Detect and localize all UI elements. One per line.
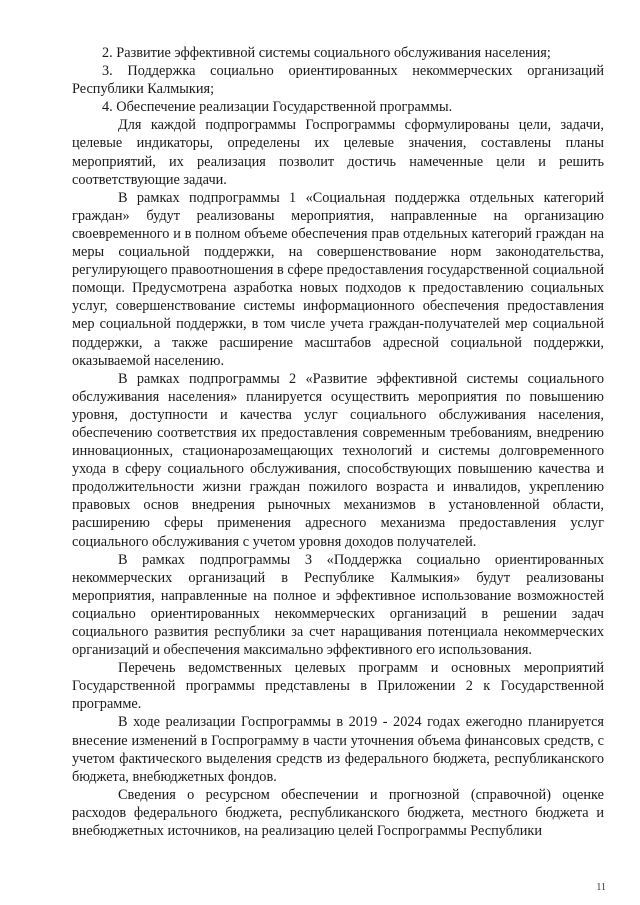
paragraph-subprogram-1: В рамках подпрограммы 1 «Социальная поддержка отдельных категорий граждан» будут реализованы мероприятия, направленные на организацию своевременного и в полном объеме обеспечения прав отдельных категорий граждан на меры социальной поддержки, на совершенствование норм законодательства, регулирующего правоотношения в сфере предоставления государственной социальной помощи. Предусмотрена азработка новых подходов к предоставлению социальных услуг, совершенствование системы информационного обеспечения предоставления мер социальной поддержки, в том числе учета граждан-получателей мер социальной поддержки, а также расширение масштабов адресной социальной поддержки, оказываемой населению.	[72, 189, 604, 369]
list-item-subprogram-2: 2. Развитие эффективной системы социального обслуживания населения;	[102, 45, 551, 61]
paragraph-changes: В ходе реализации Госпрограммы в 2019 - 2024 годах ежегодно планируется внесение изменений в Госпрограмму в части уточнения объема финансовых средств, с учетом фактического выделения средств из федерального бюджета, республиканского бюджета, внебюджетных фондов.	[72, 714, 604, 785]
paragraph-subprogram-2: В рамках подпрограммы 2 «Развитие эффективной системы социального обслуживания населения» планируется осуществить мероприятия по повышению уровня, доступности и качества услуг социального обслуживания населения, обеспечению соответствия их предоставления современным требованиям, внедрению инновационных, стационарозамещающих технологий и системы долговременного ухода в сферу социального обслуживания, способствующих повышению качества и продолжительности жизни граждан пожилого возраста и инвалидов, укреплению правовых основ внедрения рыночных механизмов в установленной области, расширению сферы применения адресного механизма предоставления услуг социального обслуживания с учетом уровня доходов получателей.	[72, 370, 604, 550]
document-body	[72, 44, 604, 840]
list-item-subprogram-3: 3. Поддержка социально ориентированных некоммерческих организаций Республики Калмыкия;	[72, 63, 604, 98]
list-item-subprogram-4: 4. Обеспечение реализации Государственной программы.	[102, 99, 453, 116]
paragraph-goals: Для каждой подпрограммы Госпрограммы сформулированы цели, задачи, целевые индикаторы, определены их целевые значения, составлены планы мероприятий, их реализация позволит достичь намеченные цели и решить соответствующие задачи.	[72, 117, 604, 188]
page-number: 11	[596, 882, 606, 893]
paragraph-resources: Сведения о ресурсном обеспечении и прогнозной (справочной) оценке расходов федерального бюджета, республиканского бюджета, местного бюджета и внебюджетных источников, на реализацию целей Госпрограммы Республики	[72, 786, 604, 840]
paragraph-program-list: Перечень ведомственных целевых программ и основных мероприятий Государственной программы представлены в Приложении 2 к Государственной программе.	[72, 660, 604, 713]
paragraph-subprogram-3: В рамках подпрограммы 3 «Поддержка социально ориентированных некоммерческих организаций в Республике Калмыкия» будут реализованы мероприятия, направленные на полное и эффективное использование возможностей социально ориентированных некоммерческих организаций в решении задач социального развития республики за счет наращивания потенциала некоммерческих организаций и обеспечения максимально эффективного его использования.	[72, 551, 604, 659]
